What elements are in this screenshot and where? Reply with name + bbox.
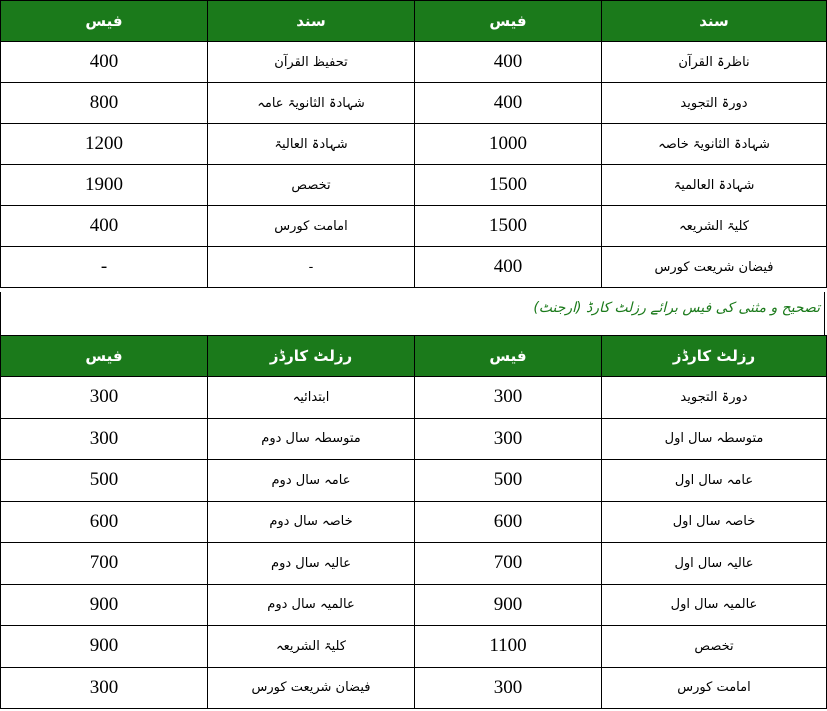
name-cell: عالیہ سال اول — [602, 543, 827, 585]
header-result-card: رزلٹ کارڈز — [208, 336, 415, 377]
name-cell: امامت کورس — [602, 667, 827, 709]
fee-cell: 400 — [1, 206, 208, 247]
table-row — [1, 42, 827, 83]
name-cell: عالمیہ سال اول — [602, 584, 827, 626]
fee-cell: 600 — [1, 501, 208, 543]
name-cell: خاصہ سال اول — [602, 501, 827, 543]
fee-cell: 300 — [1, 377, 208, 419]
table-row — [1, 377, 827, 419]
fee-cell: 700 — [1, 543, 208, 585]
fee-cell: 900 — [415, 584, 602, 626]
table-row — [1, 247, 827, 288]
name-cell: شہادۃ العالیۃ — [208, 124, 415, 165]
name-cell: شہادۃ العالمیۃ — [602, 165, 827, 206]
name-cell: دورۃ التجوید — [602, 83, 827, 124]
table-row — [1, 501, 827, 543]
header-certificate: سند — [602, 1, 827, 42]
fee-cell: 300 — [1, 418, 208, 460]
name-cell: ابتدائیہ — [208, 377, 415, 419]
table-header-row — [1, 1, 827, 42]
fee-cell: 500 — [415, 460, 602, 502]
header-fee: فیس — [1, 336, 208, 377]
fee-cell: - — [1, 247, 208, 288]
header-result-card: رزلٹ کارڈز — [602, 336, 827, 377]
name-cell: عالیہ سال دوم — [208, 543, 415, 585]
name-cell: شہادۃ الثانویۃ عامہ — [208, 83, 415, 124]
name-cell: عالمیہ سال دوم — [208, 584, 415, 626]
table-row — [1, 543, 827, 585]
fee-cell: 1200 — [1, 124, 208, 165]
name-cell: فیضان شریعت کورس — [208, 667, 415, 709]
name-cell: متوسطہ سال دوم — [208, 418, 415, 460]
table-header-row — [1, 336, 827, 377]
table-row — [1, 206, 827, 247]
fee-cell: 500 — [1, 460, 208, 502]
fee-cell: 400 — [415, 42, 602, 83]
name-cell: کلیۃ الشریعہ — [602, 206, 827, 247]
table-row — [1, 626, 827, 668]
name-cell: عامہ سال دوم — [208, 460, 415, 502]
fee-table-certificates — [0, 0, 827, 288]
header-certificate: سند — [208, 1, 415, 42]
fee-table-result-cards — [0, 335, 827, 709]
name-cell: شہادۃ الثانویۃ خاصہ — [602, 124, 827, 165]
name-cell: تحفیظ القرآن — [208, 42, 415, 83]
fee-cell: 1500 — [415, 206, 602, 247]
fee-cell: 800 — [1, 83, 208, 124]
table-row — [1, 418, 827, 460]
name-cell: ناظرۃ القرآن — [602, 42, 827, 83]
name-cell: امامت کورس — [208, 206, 415, 247]
fee-cell: 400 — [1, 42, 208, 83]
table-row — [1, 584, 827, 626]
fee-cell: 1500 — [415, 165, 602, 206]
fee-cell: 900 — [1, 626, 208, 668]
table-row — [1, 83, 827, 124]
section-title: تصحیح و مثنی کی فیس برائے رزلٹ کارڈ (ارجنٹ) — [533, 300, 820, 316]
header-fee: فیس — [415, 336, 602, 377]
fee-cell: 400 — [415, 83, 602, 124]
section-title-row — [0, 292, 825, 335]
name-cell: کلیۃ الشریعہ — [208, 626, 415, 668]
name-cell: تخصص — [208, 165, 415, 206]
table-row — [1, 165, 827, 206]
fee-cell: 1100 — [415, 626, 602, 668]
name-cell: خاصہ سال دوم — [208, 501, 415, 543]
name-cell: عامہ سال اول — [602, 460, 827, 502]
table-row — [1, 124, 827, 165]
fee-cell: 700 — [415, 543, 602, 585]
name-cell: فیضان شریعت کورس — [602, 247, 827, 288]
header-fee: فیس — [415, 1, 602, 42]
header-fee: فیس — [1, 1, 208, 42]
fee-cell: 300 — [1, 667, 208, 709]
table-row — [1, 460, 827, 502]
name-cell: - — [208, 247, 415, 288]
fee-cell: 300 — [415, 667, 602, 709]
fee-cell: 1900 — [1, 165, 208, 206]
fee-cell: 300 — [415, 377, 602, 419]
fee-cell: 600 — [415, 501, 602, 543]
fee-cell: 1000 — [415, 124, 602, 165]
name-cell: متوسطہ سال اول — [602, 418, 827, 460]
name-cell: دورۃ التجوید — [602, 377, 827, 419]
table-row — [1, 667, 827, 709]
fee-cell: 400 — [415, 247, 602, 288]
fee-cell: 900 — [1, 584, 208, 626]
fee-cell: 300 — [415, 418, 602, 460]
name-cell: تخصص — [602, 626, 827, 668]
